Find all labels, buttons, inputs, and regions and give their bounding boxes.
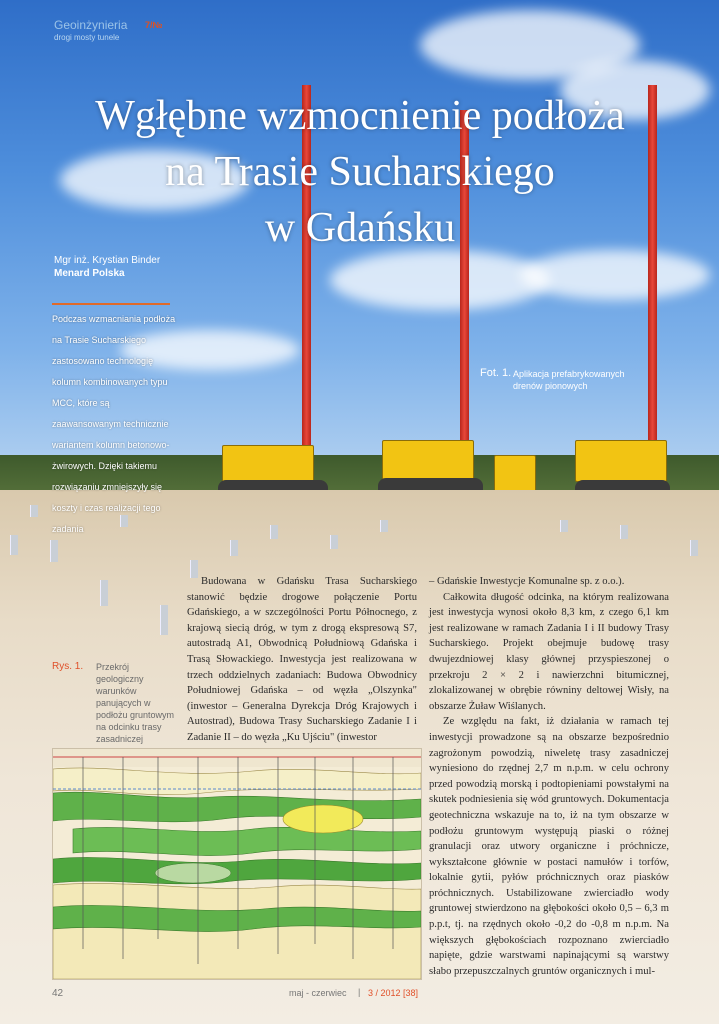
body-paragraph: – Gdańskie Inwestycje Komunalne sp. z o.o.). — [429, 576, 625, 587]
photo-label: Fot. 1. — [480, 367, 512, 379]
author: Mgr inż. Krystian Binder — [54, 255, 161, 266]
geological-cross-section — [52, 748, 422, 980]
body-column-2 — [429, 574, 669, 979]
section-title: Geoinżynieria — [54, 18, 128, 32]
figure-label: Rys. 1. — [52, 661, 84, 672]
excavator — [575, 440, 667, 482]
drain-stub — [50, 540, 58, 562]
author-company: Menard Polska — [54, 268, 125, 279]
page-number: 42 — [52, 988, 64, 999]
body-paragraph: Całkowita długość odcinka, na którym realizowana jest inwestycja wynosi około 8,3 km, z czego 6,1 km jest realizowane w ramach Zadania I i II budowy Trasy Sucharskiego. Projekt obejmuje budowę trasy dwujezdniowej klasy głównej przyspieszonej o przekroju 2 × 2 i nawierzchni bitumicznej, zlokalizowanej w obrębie równiny deltowej Wisły, na obszarze Żuław Wiślanych. — [429, 591, 669, 712]
figure-caption: Przekrój geologiczny warunków panujących w podłożu gruntowym na odcinku trasy zasadniczej — [96, 662, 175, 744]
drain-stub — [230, 540, 238, 556]
photo-caption: Aplikacja prefabrykowanych drenów pionowych — [513, 369, 625, 391]
title-line-3: w Gdańsku — [264, 205, 456, 251]
article-title — [30, 88, 690, 256]
lead-divider — [52, 303, 170, 305]
excavator — [222, 445, 314, 482]
magazine-logo: 7/№ — [145, 20, 163, 30]
cloud — [330, 250, 550, 310]
drain-stub — [380, 520, 388, 532]
issue-number: 3 / 2012 [38] — [368, 988, 419, 998]
issue-months: maj - czerwiec — [289, 988, 347, 998]
body-paragraph: Ze względu na fakt, iż działania w ramach tej inwestycji prowadzone są na obszarze bezpośrednio zagrożonym powodzią, niweletę trasy zasadniczej wyniesiono do rzędnej 2,7 m n.p.m. w celu ochrony przed powodzią morską i podtopieniami powstałymi na skutek podniesienia się wód gruntowych. Dokumentacja geotechniczna wskazuje na to, iż na tym obszarze w podłożu gruntowym występują piaski o różnej granulacji oraz utwory organiczne i próchnicze, wykształcone głównie w postaci namułów i torfów, lokalnie gytii, pyłów próchnicznych oraz piasków próchnicznych. Ustabilizowane zwierciadło wody gruntowej stwierdzono na głębokości około 0,5 – 6,3 m p.p.t, tj. na rzędnych około -0,2 do -0,8 m n.p.m. Na większych głębokościach rozpoznano zwierciadło napięte, gdzie warstwami napinającymi są warstwy słabo przepuszczalnych gruntów organicznych i mul- — [429, 716, 669, 977]
title-line-2: na Trasie Sucharskiego — [165, 149, 555, 195]
drain-stub — [100, 580, 108, 606]
drain-stub — [160, 605, 168, 635]
sand-lens — [283, 805, 363, 833]
body-column-1 — [187, 574, 417, 746]
drain-stub — [30, 505, 38, 517]
title-line-1: Wgłębne wzmocnienie podłoża — [95, 93, 625, 139]
excavator — [382, 440, 474, 480]
sand-layer — [53, 883, 421, 979]
cloud — [520, 250, 710, 300]
footer-separator: | — [358, 987, 361, 997]
cross-section-drawing — [53, 749, 421, 979]
drain-stub — [330, 535, 338, 549]
drain-stub — [270, 525, 278, 539]
body-paragraph: Budowana w Gdańsku Trasa Sucharskiego stanowić będzie drogowe połączenie Portu Gdańskiego, a w szczególności Portu Północnego, z krajową siecią dróg, w tym z drogą ekspresową S7, autostradą A1, Obwodnicą Południową Gdańska i Trasą Słowackiego. Inwestycja jest realizowana w trzech oddzielnych zadaniach: Budowa Obwodnicy Południowej Gdańska – od węzła „Olszynka" (inwestor – Generalna Dyrekcja Dróg Krajowych i Autostrad), Budowa Trasy Sucharskiego Zadanie I i Zadanie II – do węzła „Ku Ujściu" (inwestor — [187, 576, 417, 743]
drain-stub — [620, 525, 628, 539]
header-band — [53, 749, 421, 767]
section-subtitle: drogi mosty tunele — [54, 33, 120, 42]
article-lead: Podczas wzmacniania podłoża na Trasie Sucharskiego zastosowano technologię kolumn kombinowanych typu MCC, które są zaawansowanym technicznie wariantem kolumn betonowo-żwirowych. Dzięki takiemu rozwiązaniu zmniejszyły się koszty i czas realizacji tego zadania — [52, 314, 176, 534]
drain-stub — [690, 540, 698, 556]
drain-stub — [560, 520, 568, 532]
drain-stub — [10, 535, 18, 555]
clay-lens — [155, 863, 231, 883]
